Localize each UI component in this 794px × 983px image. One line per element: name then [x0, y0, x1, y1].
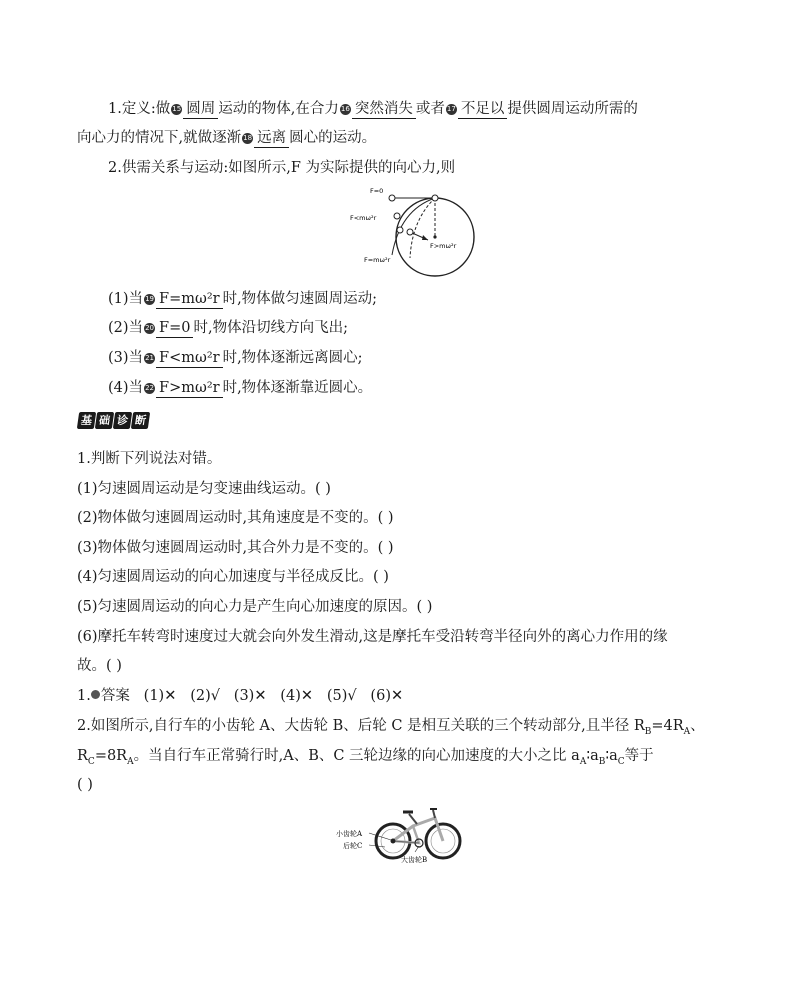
answer-blank: 不足以 [458, 101, 508, 119]
number-marker: 20 [145, 324, 154, 332]
centripetal-diagram [340, 180, 480, 280]
label-f-zero: F=0 [370, 187, 384, 195]
definition-line-1 [108, 99, 638, 119]
supply-title: 2.供需关系与运动:如图所示,F 为实际提供的向心力,则 [108, 160, 456, 176]
badge-char: 础 [95, 412, 114, 429]
text: R [77, 748, 88, 764]
text: 等于 [624, 748, 654, 764]
text: 圆心的运动。 [289, 130, 377, 146]
number-marker: 21 [145, 354, 154, 362]
question-1-title: 1.判断下列说法对错。 [77, 451, 222, 467]
text: 提供圆周运动所需的 [507, 101, 638, 117]
text: 。当自行车正常骑行时,A、B、C 三轮边缘的向心加速度的大小之比 a [133, 748, 580, 764]
text: (1)当 [108, 291, 144, 307]
question-1-item: (5)匀速圆周运动的向心力是产生向心加速度的原因。( ) [77, 599, 433, 615]
badge-char: 断 [131, 412, 150, 429]
number-marker: 15 [172, 105, 182, 113]
question-1-item: (4)匀速圆周运动的向心加速度与半径成反比。( ) [77, 569, 389, 585]
subscript: B [644, 726, 652, 737]
definition-line-2 [77, 128, 376, 148]
question-2-line-1 [77, 716, 705, 742]
answer-blank: F=0 [156, 320, 193, 338]
number-marker: 19 [145, 295, 154, 303]
question-1-answer [77, 686, 403, 706]
answer-blank: F>mω²r [156, 380, 223, 398]
text: 运动的物体,在合力 [218, 101, 339, 117]
question-1-item: (1)匀速圆周运动是匀变速曲线运动。( ) [77, 481, 331, 497]
label-rear-wheel-c: 后轮C [343, 842, 363, 850]
question-1-item-6-line-2: 故。( ) [77, 658, 122, 674]
answer-blank: F<mω²r [156, 350, 223, 368]
text: (4)当 [108, 380, 144, 396]
text: =4R [651, 718, 684, 734]
question-1-item-6-line-1: (6)摩托车转弯时速度过大就会向外发生滑动,这是摩托车受沿转弯半径向外的离心力作用的缘 [77, 629, 668, 645]
case-4 [108, 378, 372, 398]
subscript: A [683, 726, 691, 737]
text: 时,物体逐渐远离圆心; [222, 350, 363, 366]
number-marker: 18 [243, 134, 253, 142]
label-big-gear-b: 大齿轮B [401, 856, 428, 864]
question-2-line-3: ( ) [77, 777, 93, 793]
label-f-less: F<mω²r [350, 214, 377, 222]
badge-char: 诊 [113, 412, 132, 429]
subscript: C [87, 756, 95, 767]
text: =8R [94, 748, 128, 764]
text: ∶a [605, 748, 618, 764]
answer-blank: F=mω²r [156, 291, 223, 309]
question-1-item: (3)物体做匀速圆周运动时,其合外力是不变的。( ) [77, 540, 394, 556]
text: 或者 [415, 101, 445, 117]
question-2-line-2 [77, 746, 654, 772]
number-marker: 17 [446, 105, 456, 113]
case-1 [108, 289, 377, 309]
label-f-equal: F=mω²r [364, 256, 391, 264]
text: 时,物体逐渐靠近圆心。 [222, 380, 373, 396]
answer-label: 答案 [100, 688, 130, 704]
number-marker: 22 [145, 384, 154, 392]
answer-blank: 远离 [254, 130, 289, 148]
subscript: B [598, 756, 606, 767]
case-2 [108, 318, 348, 338]
text: 1. [77, 688, 91, 704]
text: 1.定义:做 [108, 101, 171, 117]
answer-text: (1)✕ (2)√ (3)✕ (4)✕ (5)√ (6)✕ [143, 688, 404, 704]
subscript: A [127, 756, 134, 767]
badge-char: 基 [77, 412, 96, 429]
number-marker: 16 [340, 105, 350, 113]
text: 2.如图所示,自行车的小齿轮 A、大齿轮 B、后轮 C 是相互关联的三个转动部分,且半径 R [77, 718, 645, 734]
subscript: A [579, 756, 587, 767]
text: 向心力的情况下,就做逐渐 [77, 130, 242, 146]
bicycle-diagram [333, 800, 463, 866]
question-1-item: (2)物体做匀速圆周运动时,其角速度是不变的。( ) [77, 510, 394, 526]
answer-blank: 圆周 [183, 101, 218, 119]
section-badge [78, 412, 149, 429]
text: (3)当 [108, 350, 144, 366]
subscript: C [617, 756, 625, 767]
answer-blank: 突然消失 [352, 101, 416, 119]
text: ∶a [586, 748, 599, 764]
answer-icon [91, 690, 100, 699]
text: 时,物体沿切线方向飞出; [193, 320, 348, 336]
text: 时,物体做匀速圆周运动; [222, 291, 378, 307]
text: 、 [690, 718, 705, 734]
label-small-gear-a: 小齿轮A [336, 830, 363, 838]
case-3 [108, 348, 363, 368]
label-f-greater: F>mω²r [430, 242, 457, 250]
text: (2)当 [108, 320, 144, 336]
